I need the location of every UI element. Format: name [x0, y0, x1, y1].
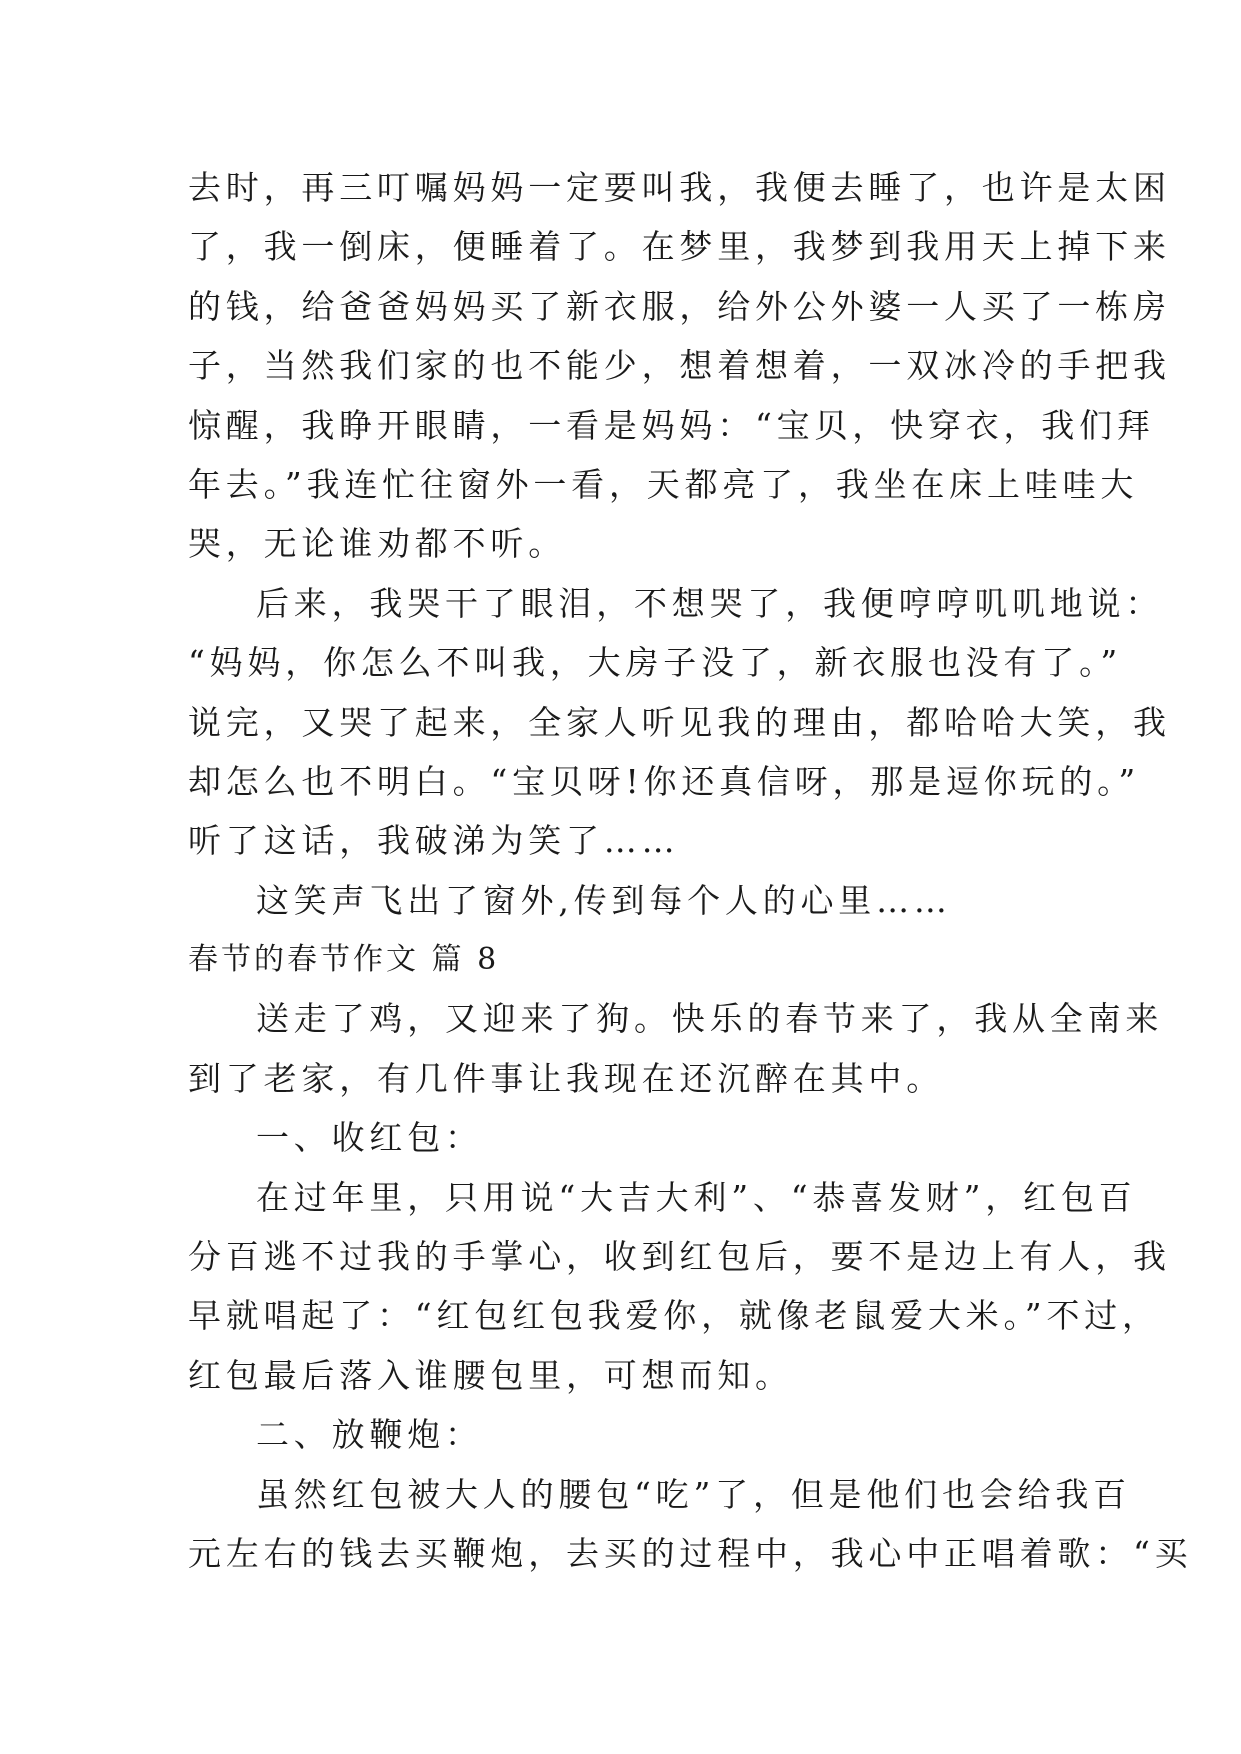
text-line: 惊醒，我睁开眼睛，一看是妈妈：“宝贝，快穿衣，我们拜	[188, 405, 1155, 445]
text-line: 到了老家，有几件事让我现在还沉醉在其中。	[188, 1058, 944, 1098]
text-line: 说完，又哭了起来，全家人听见我的理由，都哈哈大笑，我	[188, 702, 1171, 742]
text-line: 的钱，给爸爸妈妈买了新衣服，给外公外婆一人买了一栋房	[188, 286, 1171, 326]
paragraph	[188, 574, 1171, 871]
text-line: 后来，我哭干了眼泪，不想哭了，我便哼哼叽叽地说：	[256, 583, 1164, 623]
text-line: 虽然红包被大人的腰包“吃”了，但是他们也会给我百	[256, 1474, 1131, 1514]
text-line: 年去。”我连忙往窗外一看，天都亮了，我坐在床上哇哇大	[188, 464, 1139, 504]
paragraph	[188, 1108, 1060, 1167]
text-line: 分百逃不过我的手掌心，收到红包后，要不是边上有人，我	[188, 1237, 1171, 1277]
document-body	[188, 158, 1193, 1583]
text-line: 二、放鞭炮：	[256, 1415, 483, 1455]
text-line: “妈妈，你怎么不叫我，大房子没了，新衣服也没有了。”	[188, 643, 1123, 683]
paragraph	[188, 158, 1171, 574]
text-line: 一、收红包：	[256, 1118, 483, 1158]
text-line: 早就唱起了：“红包红包我爱你，就像老鼠爱大米。”不过，	[188, 1296, 1160, 1336]
text-line: 红包最后落入谁腰包里，可想而知。	[188, 1355, 793, 1395]
text-line: 听了这话，我破涕为笑了……	[188, 821, 680, 861]
text-line: 送走了鸡，又迎来了狗。快乐的春节来了，我从全南来	[256, 999, 1164, 1039]
text-line: 这笑声飞出了窗外,传到每个人的心里……	[256, 880, 952, 920]
text-line: 去时，再三叮嘱妈妈一定要叫我，我便去睡了，也许是太困	[188, 168, 1171, 207]
paragraph	[188, 871, 1060, 930]
text-line: 了，我一倒床，便睡着了。在梦里，我梦到我用天上掉下来	[188, 227, 1171, 267]
text-line: 在过年里，只用说“大吉大利”、“恭喜发财”，红包百	[256, 1177, 1137, 1217]
text-line: 元左右的钱去买鞭炮，去买的过程中，我心中正唱着歌：“买	[188, 1533, 1193, 1573]
paragraph	[188, 1465, 1193, 1584]
text-line: 哭，无论谁劝都不听。	[188, 524, 566, 564]
paragraph	[188, 989, 1164, 1108]
paragraph	[188, 1405, 1060, 1464]
paragraph	[188, 1168, 1171, 1406]
section-heading: 春节的春节作文 篇 8	[188, 942, 500, 978]
text-line: 却怎么也不明白。“宝贝呀!你还真信呀，那是逗你玩的。”	[188, 761, 1141, 801]
text-line: 子，当然我们家的也不能少，想着想着，一双冰冷的手把我	[188, 346, 1171, 386]
